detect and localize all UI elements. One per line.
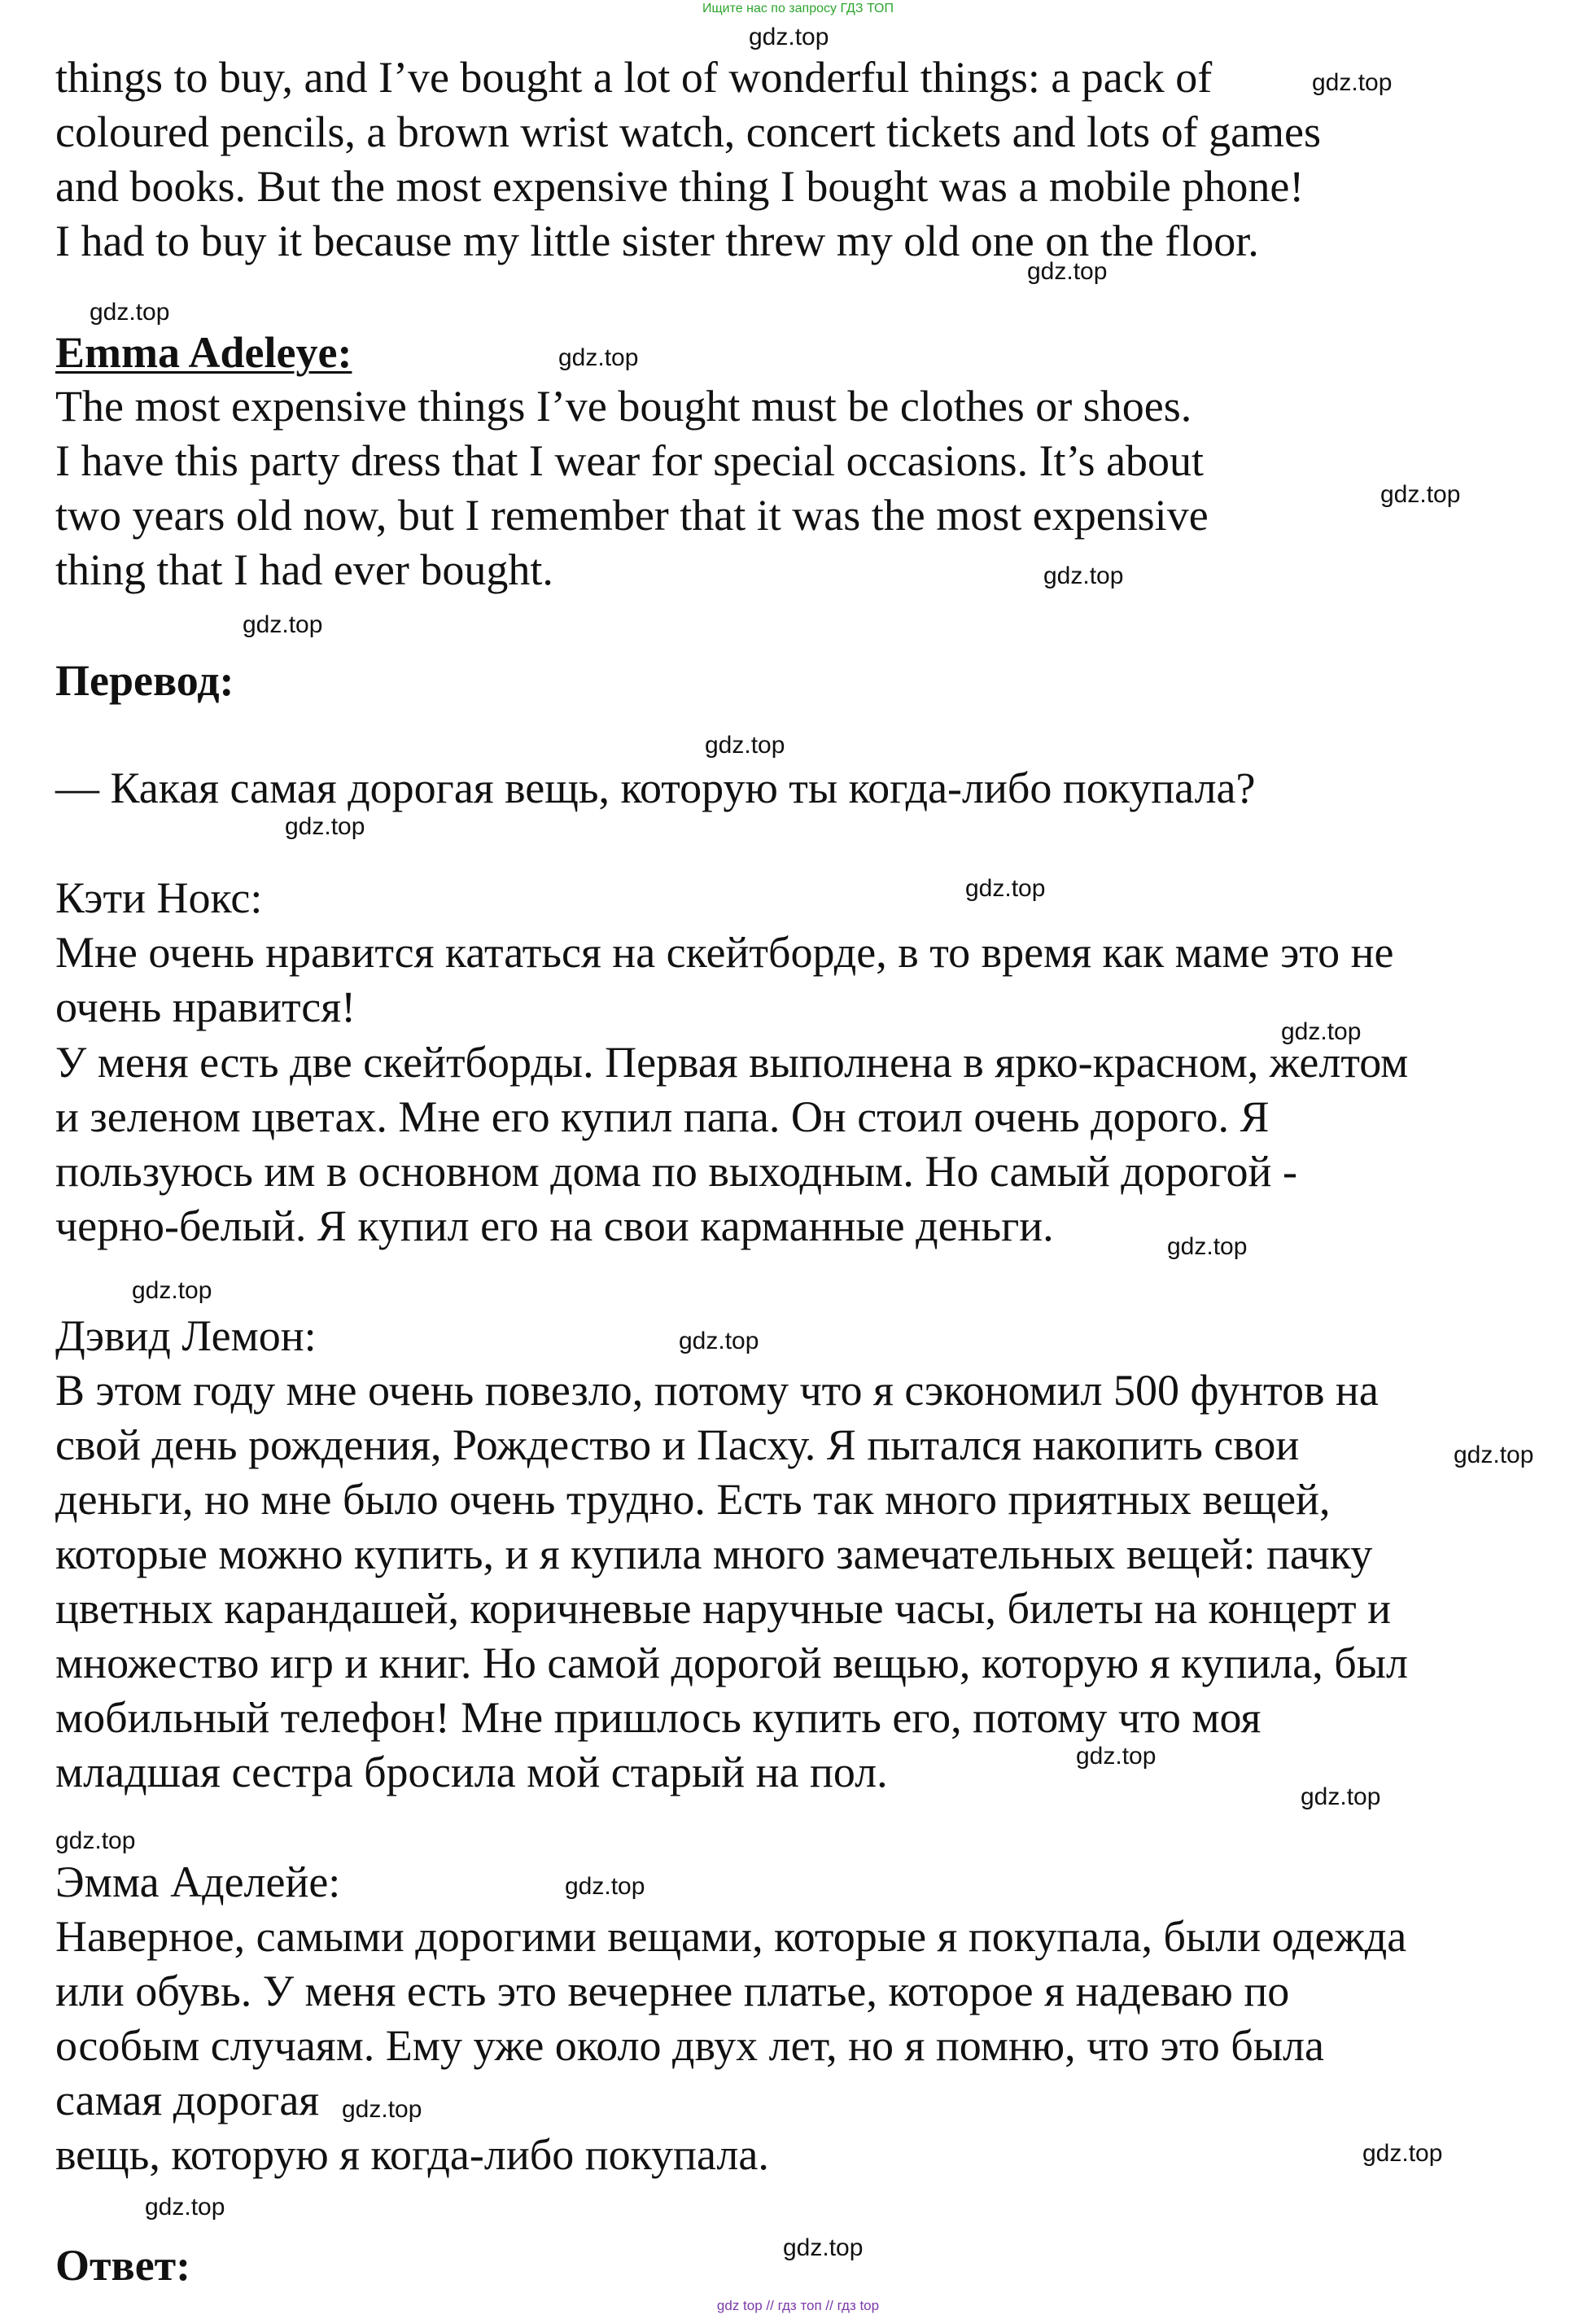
david-line: свой день рождения, Рождество и Пасху. Я пытался накопить свои [55,1420,1300,1469]
watermark: gdz.top [1301,1783,1381,1810]
english-line: and books. But the most expensive thing I bought was a mobile phone! [55,162,1305,211]
katie-heading: Кэти Нокс: [55,873,263,922]
english-line: coloured pencils, a brown wrist watch, concert tickets and lots of games [55,107,1322,156]
emma-line-en: I have this party dress that I wear for special occasions. It’s about [55,436,1205,485]
watermark: gdz.top [285,813,365,840]
footer-watermark-line: gdz top // гдз топ // гдз top [716,2298,880,2313]
david-line: мобильный телефон! Мне пришлось купить его, потому что моя [55,1693,1261,1742]
watermark: gdz.top [342,2096,422,2123]
translation-heading: Перевод: [55,656,234,705]
watermark: gdz.top [1076,1743,1157,1770]
david-heading: Дэвид Лемон: [55,1311,317,1360]
answer-heading: Ответ: [55,2241,191,2290]
watermark: gdz.top [679,1328,759,1354]
emma-line-ru: вещь, которую я когда-либо покупала. [55,2130,769,2179]
emma-line-en: The most expensive things I’ve bought must be clothes or shoes. [55,382,1192,431]
watermark: gdz.top [558,344,639,371]
katie-line: и зеленом цветах. Мне его купил папа. Он стоил очень дорого. Я [55,1092,1270,1141]
watermark: gdz.top [243,611,323,638]
david-line: цветных карандашей, коричневые наручные часы, билеты на концерт и [55,1584,1392,1633]
watermark: gdz.top [705,732,785,759]
translation-question: — Какая самая дорогая вещь, которую ты когда-либо покупала? [55,764,1256,812]
emma-heading-en: Emma Adeleye: [55,328,352,377]
david-line: В этом году мне очень повезло, потому что я сэкономил 500 фунтов на [55,1366,1379,1415]
emma-line-ru: особым случаям. Ему уже около двух лет, но я помню, что это была [55,2021,1324,2070]
watermark: gdz.top [965,875,1046,902]
watermark: gdz.top [132,1277,212,1304]
watermark: gdz.top [1380,481,1461,508]
emma-line-en: two years old now, but I remember that it was the most expensive [55,491,1209,540]
emma-line-ru: или обувь. У меня есть это вечернее платье, которое я надеваю по [55,1967,1290,2015]
emma-line-ru: самая дорогая [55,2076,320,2124]
watermark: gdz.top [55,1827,136,1854]
watermark: gdz.top [1027,258,1108,285]
watermark: gdz.top [565,1873,645,1900]
watermark: gdz.top [1362,2140,1443,2167]
david-line: младшая сестра бросила мой старый на пол. [55,1748,888,1796]
katie-line: черно-белый. Я купил его на свои карманные деньги. [55,1201,1054,1250]
emma-line-en: thing that I had ever bought. [55,545,553,594]
watermark: gdz.top [749,24,829,50]
watermark: gdz.top [1312,69,1393,96]
david-line: множество игр и книг. Но самой дорогой вещью, которую я купила, был [55,1639,1408,1687]
english-line: I had to buy it because my little sister threw my old one on the floor. [55,217,1259,265]
david-line: которые можно купить, и я купила много замечательных вещей: пачку [55,1529,1373,1578]
katie-line: У меня есть две скейтборды. Первая выполнена в ярко-красном, желтом [55,1038,1409,1087]
search-hint-note: Ищите нас по запросу ГДЗ ТОП [702,2,894,15]
watermark: gdz.top [90,299,170,326]
katie-line: очень нравится! [55,982,356,1031]
watermark: gdz.top [1043,562,1124,589]
katie-line: пользуюсь им в основном дома по выходным. Но самый дорогой - [55,1147,1297,1196]
katie-line: Мне очень нравится кататься на скейтборде, в то время как маме это не [55,928,1394,977]
watermark: gdz.top [145,2194,225,2221]
english-line: things to buy, and I’ve bought a lot of wonderful things: a pack of [55,53,1213,102]
watermark: gdz.top [783,2234,864,2261]
watermark: gdz.top [1454,1442,1534,1468]
watermark: gdz.top [1167,1233,1248,1260]
emma-line-ru: Наверное, самыми дорогими вещами, которые я покупала, были одежда [55,1912,1407,1961]
emma-heading-ru: Эмма Аделейе: [55,1857,341,1906]
david-line: деньги, но мне было очень трудно. Есть так много приятных вещей, [55,1475,1331,1524]
watermark: gdz.top [1281,1018,1362,1045]
